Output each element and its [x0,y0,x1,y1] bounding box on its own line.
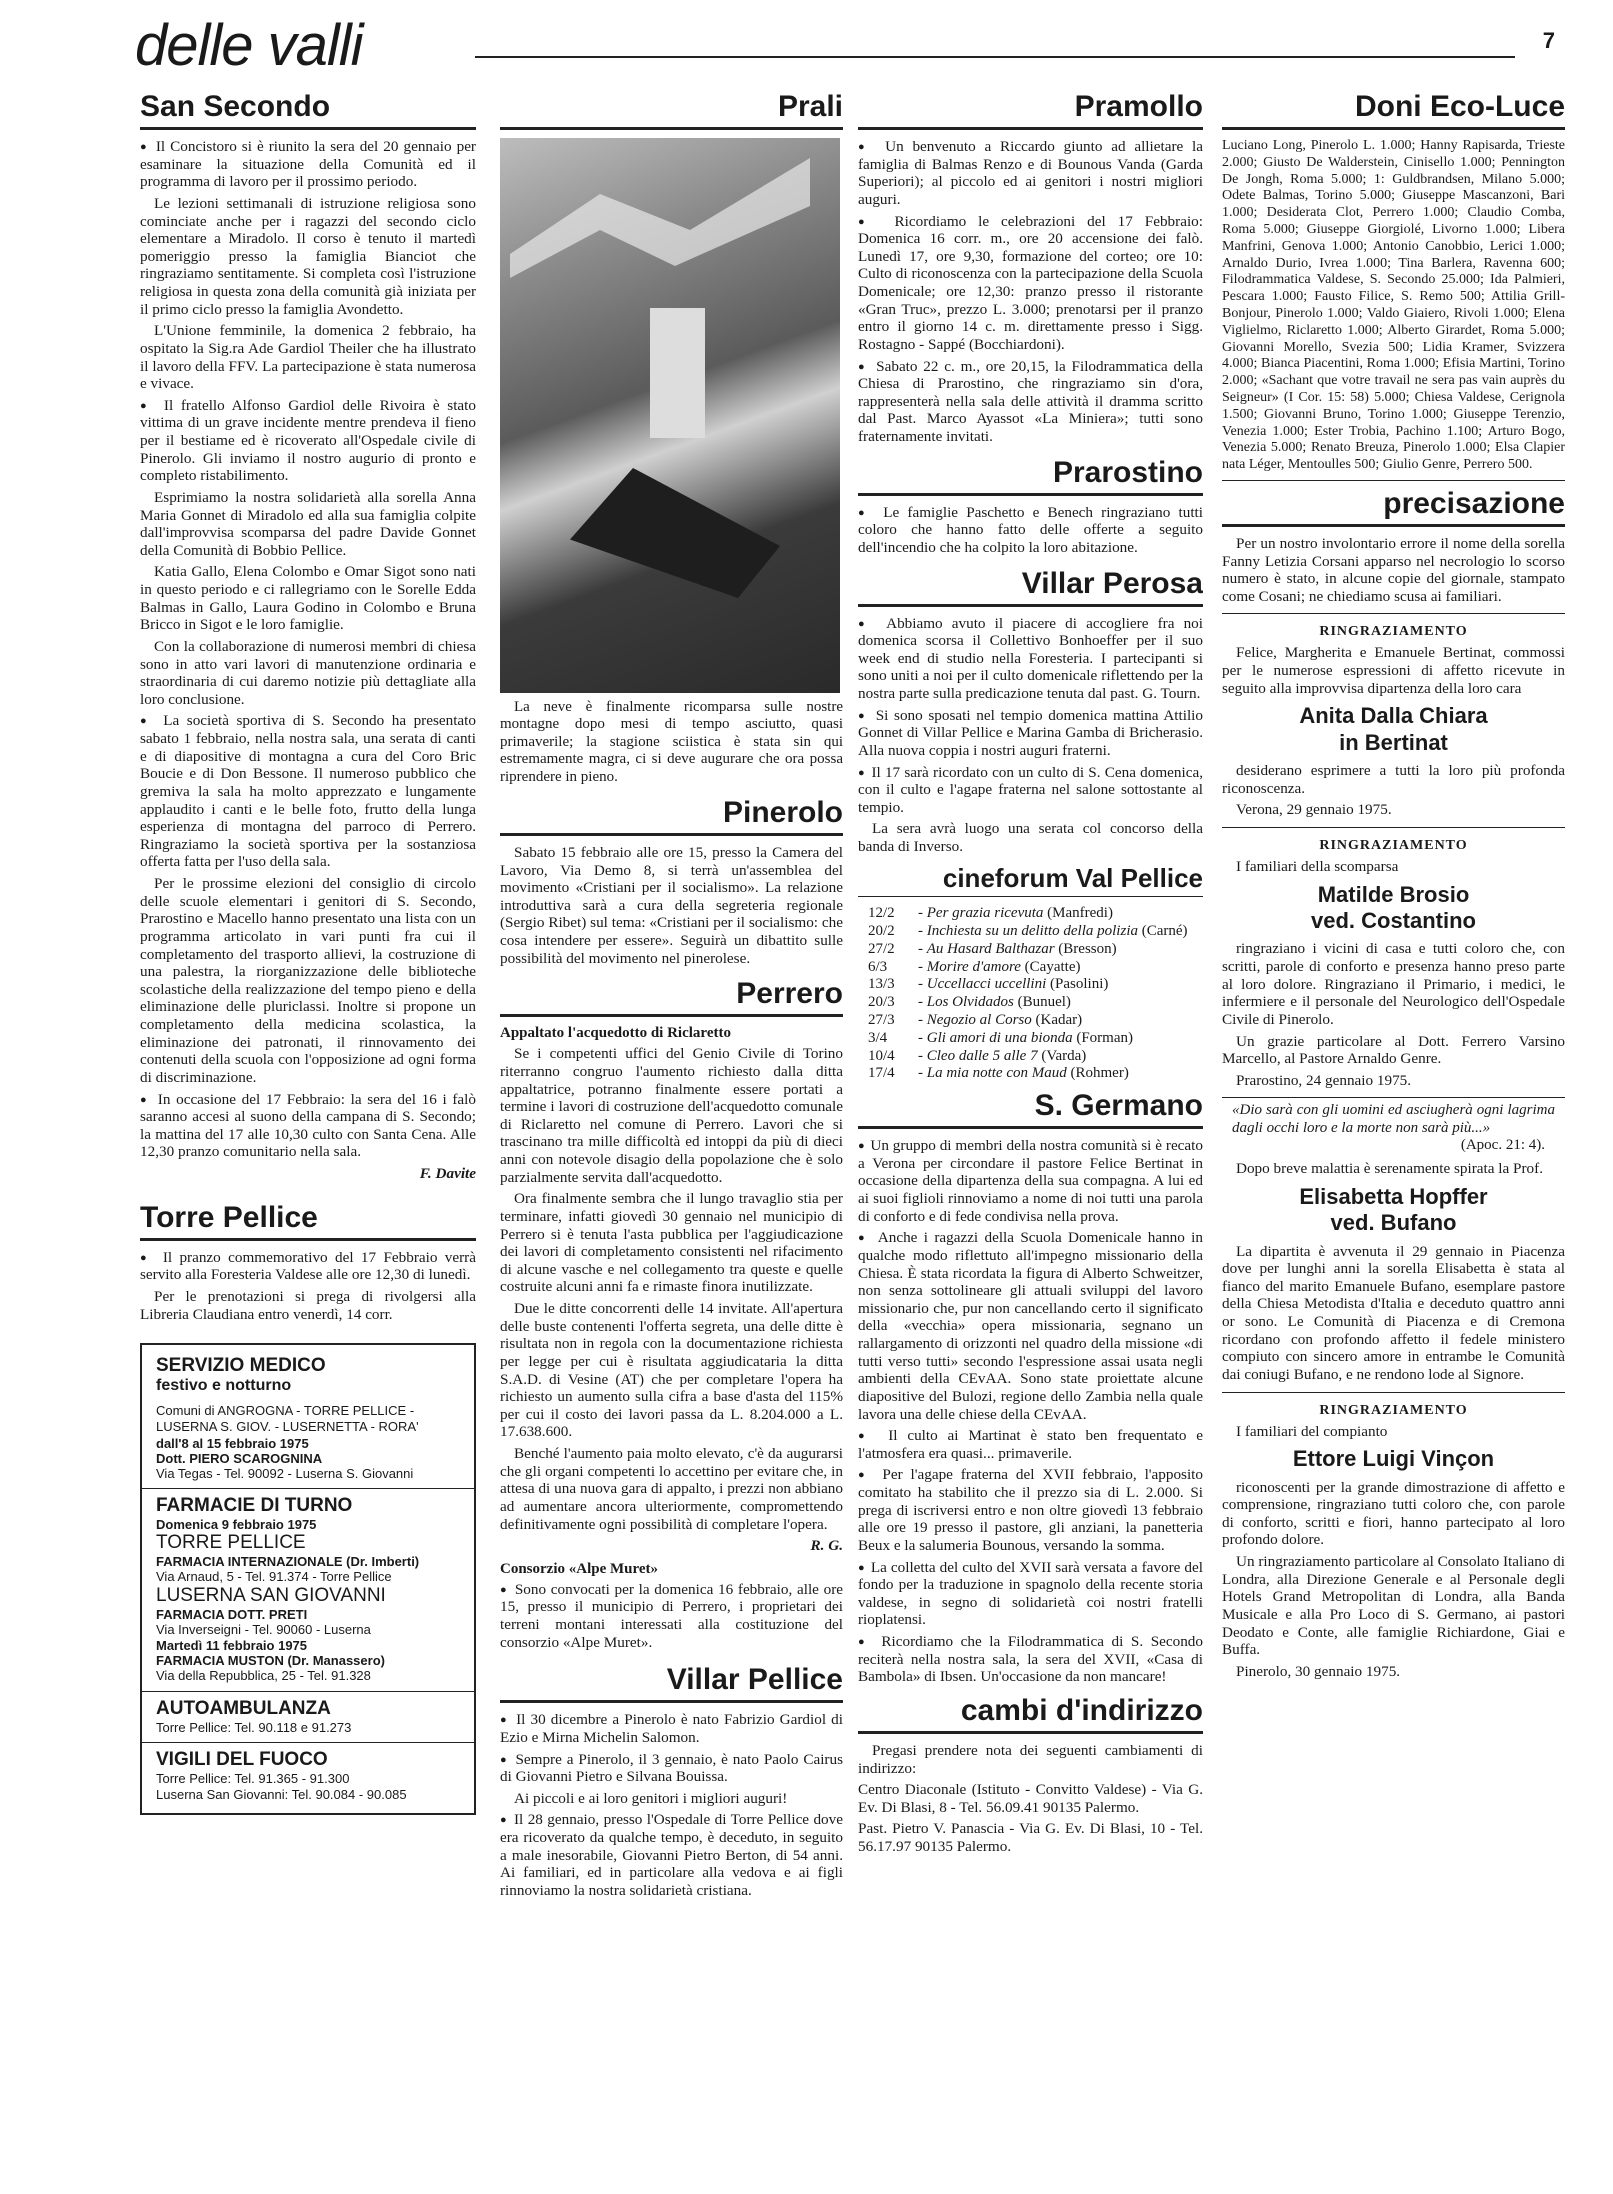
film-row [858,976,1203,994]
film-date: 17/4 [868,1065,895,1082]
section-title-villar-pellice: Villar Pellice [500,1663,843,1703]
column-1 [140,90,476,1815]
film-entry [918,905,1203,923]
film-title: Los Olvidados [926,994,1014,1011]
box-ambulance: Torre Pellice: Tel. 90.118 e 91.273 [156,1719,352,1735]
notice-place: Verona, 29 gennaio 1975. [1236,801,1392,819]
photo-roof [570,468,780,598]
film-dash: - [918,923,927,940]
notice-name-line: Ettore Luigi Vinçon [1292,1446,1495,1472]
photo-snow [510,158,810,278]
notice-name-line: Matilde Brosio [1317,881,1470,907]
section-title-s-germano: S. Germano [858,1089,1203,1129]
photo-caption: La neve è finalmente ricomparsa sulle nostre montagne dopo mesi di tempo asciutto, quasi primaverile; la stagione sciistica è stata sin qui estremamente magra, ci si deve augurare che ora possa riprendere in pieno. [500,699,843,785]
film-date: 6/3 [868,958,888,975]
film-director: (Carné) [1141,923,1188,940]
notice-name [1222,882,1565,935]
article-paragraph: Con la collaborazione di numerosi membri di chiesa sono in atto vari lavori di manutenzione ordinaria e straordinaria di cui daremo notizie più dettagliate alla loro conclusione. [140,637,476,708]
notice-name-line: ved. Bufano [1330,1210,1457,1236]
box-doctor-address: Via Tegas - Tel. 90092 - Luserna S. Giovanni [156,1465,414,1481]
notice-name [1222,703,1565,756]
film-row [858,1012,1203,1030]
film-date: 27/3 [868,1012,895,1028]
medical-service-box [140,1343,476,1815]
article-paragraph: ● Il 30 dicembre a Pinerolo è nato Fabrizio Gardiol di Ezio e Mirna Michelin Salomon. [500,1711,843,1746]
box-pharmacy-title: FARMACIE DI TURNO [156,1494,353,1516]
article-paragraph: ● La colletta del culto del XVII sarà versata a favore del fondo per la traduzione in spagnolo della recente storia valdese, in segno di solidarietà coi nostri fratelli rioplatensi. [858,1559,1203,1630]
address-line: Past. Pietro V. Panascia - Via G. Ev. Di Blasi, 10 - Tel. 56.17.97 90135 Palermo. [858,1820,1203,1856]
film-row [858,1065,1203,1083]
box-pharmacy-address: Via della Repubblica, 25 - Tel. 91.328 [156,1668,371,1684]
notice-name-line: Elisabetta Hopffer [1299,1183,1488,1209]
film-entry [918,1012,1203,1030]
notice-text: Dopo breve malattia è serenamente spirata la Prof. [1236,1160,1543,1178]
film-entry [918,994,1203,1012]
masthead-rule [475,56,1515,58]
film-entry [918,976,1203,994]
box-pharmacy: FARMACIA INTERNAZIONALE (Dr. Imberti) [156,1553,420,1569]
article-paragraph: ● La società sportiva di S. Secondo ha presentato sabato 1 febbraio, nella nostra sala, una serata di canti e di diapositive di montagna a cura del Coro Bric Boucie e di Don Bessone. Il numeroso pubblico che gremiva la sala ha molto apprezzato e lungamente applaudito i canti e le belle foto, frutto della lunga esperienza di montagna del parroco di Perrero. Ringraziamo la società sportiva per la sostanziosa offerta fatta per l'uso della sala. [140,712,476,871]
article-paragraph: Katia Gallo, Elena Colombo e Omar Sigot sono nati in questo periodo e ci rallegriamo con le Sorelle Edda Balmas in Gallo, Laura Godino in Colombo e Bruna Bricco in Sigot e le loro famiglie. [140,563,476,634]
section-title-pramollo: Pramollo [858,90,1203,130]
article-paragraph: ● Si sono sposati nel tempio domenica mattina Attilio Gonnet di Villar Pellice e Marina Gamba di Bricherasio. Alla nuova coppia i nostri auguri fraterni. [858,707,1203,760]
section-title-torre-pellice: Torre Pellice [140,1201,476,1241]
article-paragraph: Due le ditte concorrenti delle 14 invitate. All'apertura delle buste contenenti l'offerta segreta, una delle ditte è risultata non in regola con la documentazione richiesta per legge per cui è risultata aggiudicataria la ditta S.A.D. di Vesine (AT) che per completare l'opera ha richiesto un aumento sulla cifra a base d'asta del 115% per cui il costo dei lavori passa da L. 8.204.000 a L. 17.638.600. [500,1300,843,1441]
obituary-quote: «Dio sarà con gli uomini ed asciugherà ogni lagrima dagli occhi loro e la morte non sarà più...» [1232,1102,1555,1136]
film-entry [918,1048,1203,1066]
box-subtitle: festivo e notturno [156,1377,292,1395]
article-paragraph: ● Per l'agape fraterna del XVII febbraio, l'apposito comitato ha stabilito che il prezzo sia di L. 2.000. Si prega di iscriversi entro e non oltre giovedì 13 febbraio alle ore 19 presso il pastore, gli anziani, la panetteria Beux e la salumeria Bounous, versando la somma. [858,1466,1203,1554]
film-row [858,1030,1203,1048]
notice-place: Prarostino, 24 gennaio 1975. [1236,1071,1412,1089]
article-paragraph: ● Sabato 22 c. m., ore 20,15, la Filodrammatica della Chiesa di Prarostino, che ringraziamo sin d'ora, rappresenterà nella sala delle attività il dramma scritto dal Past. Marco Ayassot «La Miniera»; tutti sono fraternamente invitati. [858,358,1203,446]
article-paragraph: ● Sono convocati per la domenica 16 febbraio, alle ore 15, presso il municipio di Perrero, i proprietari dei terreni montani interessati alla costituzione del consorzio «Alpe Muret». [500,1581,843,1652]
film-director: (Pasolini) [1050,976,1109,993]
film-title: Cleo dalle 5 alle 7 [926,1047,1038,1064]
box-pharmacy: FARMACIA DOTT. PRETI [156,1607,308,1623]
film-director: (Rohmer) [1070,1065,1129,1082]
article-paragraph: ● Il fratello Alfonso Gardiol delle Rivoira è stato vittima di un grave incidente mentre prendeva il fieno per il bestiame ed è ricoverato all'Ospedale civile di Pinerolo. Gli inviamo il nostro augurio di pronto e completo ristabilimento. [140,397,476,485]
article-signature: F. Davite [419,1165,476,1182]
box-town: TORRE PELLICE [156,1531,306,1553]
article-paragraph: Pregasi prendere nota dei seguenti cambiamenti di indirizzo: [858,1741,1203,1777]
film-title: Au Hasard Balthazar [926,940,1055,957]
article-paragraph: Ai piccoli e ai loro genitori i migliori auguri! [514,1789,788,1807]
box-pharmacy-address: Via Arnaud, 5 - Tel. 91.374 - Torre Pellice [156,1568,392,1584]
box-town: LUSERNA SAN GIOVANNI [156,1585,386,1607]
mountain-chapel-photo [500,138,840,693]
film-dash: - [918,1012,927,1028]
box-divider [142,1488,474,1489]
cineforum-table [858,905,1203,1083]
film-title: Per grazia ricevuta [926,905,1044,922]
notice-heading: RINGRAZIAMENTO [1319,1402,1468,1418]
film-row [858,905,1203,923]
film-date: 13/3 [868,976,895,993]
film-row [858,1048,1203,1066]
article-paragraph: Le lezioni settimanali di istruzione religiosa sono cominciate anche per i ragazzi del secondo ciclo elementare a Miradolo. Il corso è tenuto il martedì pomeriggio presso la famiglia Bianciot che ringraziamo sentitamente. Si completa così l'istruzione religiosa in questa zona della comunità già iniziata per il primo ciclo presso la famiglia Avondetto. [140,194,476,318]
article-paragraph: ● Il pranzo commemorativo del 17 Febbraio verrà servito alla Foresteria Valdese alle ore 12,30 di lunedì. [140,1249,476,1284]
section-title-doni: Doni Eco-Luce [1222,90,1565,130]
film-title: Negozio al Corso [926,1012,1032,1028]
film-row [858,941,1203,959]
section-title-villar-perosa: Villar Perosa [858,567,1203,607]
box-fire: Torre Pellice: Tel. 91.365 - 91.300 [156,1770,350,1786]
article-paragraph: Ora finalmente sembra che il lungo travaglio stia per terminare, infatti giovedì 30 gennaio nel municipio di Perrero si è tenuta l'asta pubblica per l'aggiudicazione dei lavori di completamento consistenti nel rifacimento di alcune vasche e nel collegamento tra queste e quelle costruite alcuni anni fa e rimaste finora inutilizzate. [500,1190,843,1296]
film-director: (Manfredi) [1047,905,1113,922]
notice-name [1222,1184,1565,1237]
box-doctor: Dott. PIERO SCAROGNINA [156,1450,323,1466]
article-paragraph: Sabato 15 febbraio alle ore 15, presso la Camera del Lavoro, Via Demo 8, si terrà un'assemblea del movimento «Cristiani per il socialismo». La relazione introduttiva sarà a cura della segreteria regionale (Sergio Ribet) sul tema: «Cristiani per il socialismo: che cosa intendere per essere». Seguirà un dibattito sulle possibilità del movimento nel pinerolese. [500,843,843,967]
notice-heading: RINGRAZIAMENTO [1319,837,1468,853]
film-date: 27/2 [868,940,895,957]
notice-ringraziamento-1 [1222,613,1565,819]
film-title: Morire d'amore [926,958,1021,975]
article-paragraph: ● Ricordiamo le celebrazioni del 17 Febbraio: Domenica 16 corr. m., ore 20 accensione dei falò. Lunedì 17, ore 9,30, formazione del corteo; ore 10: Culto di riconoscenza con la partecipazione della Scuola Domenicale; ore 12,30: pranzo presso il ristorante «Gran Truc», prezzo L. 3.000; prenotarsi per il pranzo entro il giorno 14 c. m. direttamente presso i Sigg. Rostagno - Sappé (Bocchiardoni). [858,213,1203,354]
film-dash: - [918,1029,927,1046]
notice-text: I familiari del compianto [1236,1422,1388,1440]
film-row [858,959,1203,977]
film-title: Uccellacci uccellini [926,976,1047,993]
notice-ringraziamento-3 [1222,1392,1565,1681]
column-2 [500,90,843,1904]
box-day: Martedì 11 febbraio 1975 [156,1638,308,1654]
film-entry [918,941,1203,959]
article-paragraph: L'Unione femminile, la domenica 2 febbraio, ha ospitato la Sig.ra Ade Gardiol Theiler che ha illustrato il lavoro della FFV. La partecipazione è stata numerosa e vivace. [140,322,476,393]
notice-obituary [1222,1097,1565,1383]
box-pharmacy: FARMACIA MUSTON (Dr. Manassero) [156,1653,385,1669]
notice-name-line: Anita Dalla Chiara [1299,703,1488,729]
article-signature: R. G. [810,1537,843,1555]
donations-list: Luciano Long, Pinerolo L. 1.000; Hanny Rapisarda, Trieste 2.000; Giusto De Walderstein, Cinisello 1.000; Pennington De Jongh, Roma 5.000; 1: Guldbrandsen, Milano 5.000; Odete Balmas, Torino 5.000; Giuseppe Mascanzoni, Bari 1.000; Desiderata Clot, Perrero 1.000; Claudio Comba, Roma 5.000; Giuseppe Giorgiolé, Livorno 1.000; Libera Manfrini, Genova 1.000; Antonio Canobbio, Lerici 1.000; Arnaldo Durio, Ivrea 1.000; Tina Barlera, Ravenna 600; Filodrammatica Valdese, S. Secondo 25.000; Ida Palmieri, Pescara 1.000; Fausto Filice, S. Remo 500; Attilia Grill-Bonjour, Pinerolo 1.000; Valdo Giaiero, Rivoli 1.000; Elena Viglielmo, Riclaretto 1.000; Alberto Girardet, Roma 5.000; Giovanni Morello, Svezia 500; Lidia Kramer, Svizzera 4.000; Bianca Piacentini, Roma 1.000; Efisia Martini, Torino 2.000; «Sachant que votre travail ne sera pas vain auprès du Seigneur» (I Cor. 15: 58) 5.000; Chiesa Valdese, Cerignola 1.500; Giovanni Bruno, Torino 1.000; Giuseppe Terenzio, Venezia 1.000; Ester Trobia, Pachino 1.100; Arturo Bogo, Venezia 5.000; Renato Breuza, Pinerolo 1.000; Elsa Clapier nata Léger, Mentoulles 500; Giulio Genre, Perrero 500. [1222,138,1565,481]
film-title: La mia notte con Maud [926,1065,1067,1082]
article-paragraph: Per le prossime elezioni del consiglio di circolo delle scuole elementari i genitori di S. Secondo, Prarostino e Macello hanno presentato una lista con un programma articolato in vari punti fra cui il completamento del trasporto allievi, la costruzione di una palestra, la riorganizzazione delle biblioteche scolastiche della realizzazione del tempo pieno e della eliminazione delle pluriclassi. Inoltre si propone un completamento della medicina scolastica, la eliminazione dei patronati, il rinnovamento dei contenuti della scuola con l'opposizione ad ogni forma di discriminazione. [140,875,476,1086]
box-pharmacy-address: Via Inverseigni - Tel. 90060 - Luserna [156,1622,371,1638]
article-paragraph: Benché l'aumento paia molto elevato, c'è da augurarsi che gli organi competenti lo accettino per evitare che, in attesa di una nuova gara di appalto, i prezzi non abbiano ad aumentare ancora ulteriormente, compromettendo definitivamente ogni possibilità di completare l'opera. [500,1445,843,1533]
article-subheading: Appaltato l'acquedotto di Riclaretto [500,1025,731,1042]
article-paragraph: ● Un benvenuto a Riccardo giunto ad allietare la famiglia di Balmas Renzo e di Bounous Vanda (Garda Superiori); al piccolo ed ai genitori i nostri migliori auguri. [858,138,1203,209]
film-entry [918,1065,1203,1083]
article-paragraph: ● Il Concistoro si è riunito la sera del 20 gennaio per esaminare la situazione della Comunità ed il programma di lavoro per il prossimo periodo. [140,138,476,191]
article-paragraph: Per un nostro involontario errore il nome della sorella Fanny Letizia Corsani apparso nel necrologio lo scorso numero è stato, in alcune copie del giornale, stampato come Cosani; ne chiediamo scusa ai familiari. [1222,534,1565,605]
film-entry [918,1030,1203,1048]
film-date: 3/4 [868,1029,888,1046]
notice-text: I familiari della scomparsa [1236,857,1399,875]
film-director: (Varda) [1041,1047,1087,1064]
masthead [135,13,1555,78]
film-director: (Bunuel) [1017,994,1071,1011]
film-director: (Bresson) [1058,940,1117,957]
film-director: (Forman) [1076,1029,1133,1046]
box-ambulance-title: AUTOAMBULANZA [156,1697,331,1719]
section-title-precisazione: precisazione [1222,487,1565,527]
section-title-pinerolo: Pinerolo [500,796,843,836]
film-dash: - [918,1047,927,1064]
box-divider [142,1742,474,1743]
page-number: 7 [1542,28,1555,53]
article-paragraph: ● Abbiamo avuto il piacere di accogliere fra noi domenica scorsa il Collettivo Bonhoeffer per il suo week end di studio nella Foresteria. I partecipanti si sono uniti a noi per il culto domenicale riflettendo per la nostra parte sulla predicazione tenuta dal past. G. Tourn. [858,615,1203,703]
film-dash: - [918,994,927,1011]
masthead-title: delle valli [135,13,363,78]
notice-text: ringraziano i vicini di casa e tutti coloro che, con scritti, parole di conforto e presenza hanno preso parte al loro dolore. Ringraziano il Primario, i medici, le infermiere e il personale del Neurologico dell'Ospedale Civile di Pinerolo. [1222,940,1565,1028]
film-dash: - [918,976,927,993]
film-dash: - [918,1065,927,1082]
article-paragraph: ● Un gruppo di membri della nostra comunità si è recato a Verona per circondare il pastore Felice Bertinat in occasione della dipartenza della sua compagna. A lui ed ai suoi figlioli rinnoviamo a nome di noi tutti una parola di conforto e di fede condivisa nella prova. [858,1137,1203,1225]
section-title-perrero: Perrero [500,977,843,1017]
notice-place: Pinerolo, 30 gennaio 1975. [1236,1662,1401,1680]
section-title-san-secondo: San Secondo [140,90,476,130]
film-director: (Kadar) [1035,1012,1083,1028]
article-paragraph: ● Il culto ai Martinat è stato ben frequentato e l'atmosfera era quasi... primaverile. [858,1427,1203,1462]
film-row [858,994,1203,1012]
film-director: (Cayatte) [1024,958,1081,975]
film-entry [918,923,1203,941]
notice-text: Un grazie particolare al Dott. Ferrero Varsino Marcello, al Pastore Arnaldo Genre. [1222,1032,1565,1068]
film-dash: - [918,958,927,975]
article-paragraph: ● Il 28 gennaio, presso l'Ospedale di Torre Pellice dove era ricoverato da qualche tempo, è deceduto, in seguito a male inesorabile, Giovanni Pietro Berton, di 54 anni. Ai familiari, ed in particolare alla vedova e ai figli rinnoviamo la nostra solidarietà cristiana. [500,1811,843,1899]
section-title-cineforum: cineforum Val Pellice [858,864,1203,898]
article-paragraph: La sera avrà luogo una serata col concorso della banda di Inverso. [858,820,1203,855]
article-subheading: Consorzio «Alpe Muret» [500,1560,659,1577]
film-title: Inchiesta su un delitto della polizia [926,923,1138,940]
article-paragraph: ● Le famiglie Paschetto e Benech ringraziano tutti coloro che hanno fatto delle offerte a seguito dell'incendio che ha colpito la loro abitazione. [858,504,1203,557]
article-paragraph: ● Il 17 sarà ricordato con un culto di S. Cena domenica, con il culto e l'agape fraterna nel salone sottostante al tempio. [858,764,1203,817]
box-day: Domenica 9 febbraio 1975 [156,1516,317,1532]
film-date: 10/4 [868,1047,895,1064]
notice-name-line: in Bertinat [1339,729,1448,755]
box-fire: Luserna San Giovanni: Tel. 90.084 - 90.085 [156,1787,407,1803]
film-entry [918,959,1203,977]
box-divider [142,1691,474,1692]
article-paragraph: ● In occasione del 17 Febbraio: la sera del 16 i falò saranno accesi al suono della campana di S. Secondo; la mattina del 17 alle 10,30 culto con Santa Cena. Alle 12,30 pranzo comunitario nella sala. [140,1091,476,1162]
article-paragraph: Esprimiamo la nostra solidarietà alla sorella Anna Maria Gonnet di Miradolo ed alla sua famiglia colpite dall'improvvisa scomparsa del padre Davide Gonnet della Comunità di Bobbio Pellice. [140,488,476,559]
article-paragraph: Se i competenti uffici del Genio Civile di Torino riterranno congruo l'aumento richiesto dalla ditta appaltatrice, potranno finalmente essere portati a termine i lavori di costruzione dell'acquedotto comunale di Riclaretto nel comune di Perrero. Lavori che si trascinano tra mille difficoltà ed intoppi da più di dieci anni con notevole disagio della popolazione che è solo parzialmente servita dall'acquedotto. [500,1045,843,1186]
notice-name [1222,1446,1565,1472]
film-date: 12/2 [868,905,895,922]
notice-heading: RINGRAZIAMENTO [1319,624,1468,640]
notice-text: La dipartita è avvenuta il 29 gennaio in Piacenza dove per lunghi anni la sorella Elisabetta è stata al fianco del marito Emanuele Bufano, esemplare pastore della Chiesa Metodista d'Italia e deceduto quattro anni or sono. Le Comunità di Piacenza e di Cremona ricordano con profondo affetto il fedele ministero compiuto con sincero amore in entrambe le Comunità dai coniugi Bufano, e ne rendono lode al Signore. [1222,1242,1565,1383]
notice-text: Felice, Margherita e Emanuele Bertinat, commossi per le numerose espressioni di affetto ricevute in seguito alla improvvisa dipartenza della loro cara [1222,644,1565,697]
article-paragraph: Per le prenotazioni si prega di rivolgersi alla Libreria Claudiana entro venerdì, 14 corr. [140,1287,476,1323]
notice-ringraziamento-2 [1222,827,1565,1089]
film-title: Gli amori di una bionda [926,1029,1073,1046]
film-date: 20/3 [868,994,895,1011]
article-paragraph: ● Anche i ragazzi della Scuola Domenicale hanno in qualche modo riflettuto all'impegno missionario della Chiesa. È stata ricordata la figura di Alberto Schweitzer, non senza sottolineare gli attuali sviluppi del lavoro missionario che, pur non cancellando certo il significato della «vecchia» opera missionaria, segnano un rallargamento di orizzonti nel quadro della missione «di tutti verso tutti» secondo l'espressione assai usata negli ambienti della CEvAA. Sono state proiettate alcune diapositive del Bulozi, regione dello Zambia nella quale lavora una delle chiese della CEvAA. [858,1229,1203,1423]
section-title-prali: Prali [500,90,843,130]
notice-text: Un ringraziamento particolare al Consolato Italiano di Londra, alla Direzione Generale e al Personale degli Hotels Grand Metropolitan di Londra, alla Banda Musicale e alla Pro Loco di S. Germano, ai pastori Deodato e Conte, alle famiglie Richiardone, Giai e Buffa. [1222,1553,1565,1659]
article-paragraph: ● Ricordiamo che la Filodrammatica di S. Secondo reciterà nella nostra sala, la sera del XVII, «Casa di Bambola» di Ibsen. Un'occasione da non mancare! [858,1633,1203,1686]
article-paragraph: ● Sempre a Pinerolo, il 3 gennaio, è nato Paolo Cairus di Giovanni Pietro e Silvana Bouissa. [500,1751,843,1786]
section-title-cambi-indirizzo: cambi d'indirizzo [858,1694,1203,1734]
notice-name-line: ved. Costantino [1310,907,1476,933]
notice-text: riconoscenti per la grande dimostrazione di affetto e comprensione, ringraziano tutti coloro che, con parole di conforto, scritti e fiori, hanno partecipato al loro profondo dolore. [1222,1478,1565,1549]
column-4 [1222,90,1565,1684]
notice-text: desiderano esprimere a tutti la loro più profonda riconoscenza. [1222,762,1565,797]
film-dash: - [918,905,927,922]
photo-wall [650,308,705,438]
box-title: SERVIZIO MEDICO [156,1355,326,1377]
section-title-prarostino: Prarostino [858,456,1203,496]
box-communes: Comuni di ANGROGNA - TORRE PELLICE - LUSERNA S. GIOV. - LUSERNETTA - RORA' [156,1403,419,1435]
film-row [858,923,1203,941]
obituary-quote-source: (Apoc. 21: 4). [1460,1137,1545,1154]
film-dash: - [918,940,927,957]
box-dates: dall'8 al 15 febbraio 1975 [156,1435,309,1451]
film-date: 20/2 [868,923,895,940]
box-fire-title: VIGILI DEL FUOCO [156,1748,328,1770]
address-line: Centro Diaconale (Istituto - Convitto Valdese) - Via G. Ev. Di Blasi, 8 - Tel. 56.09.41 90135 Palermo. [858,1781,1203,1816]
column-3 [858,90,1203,1860]
